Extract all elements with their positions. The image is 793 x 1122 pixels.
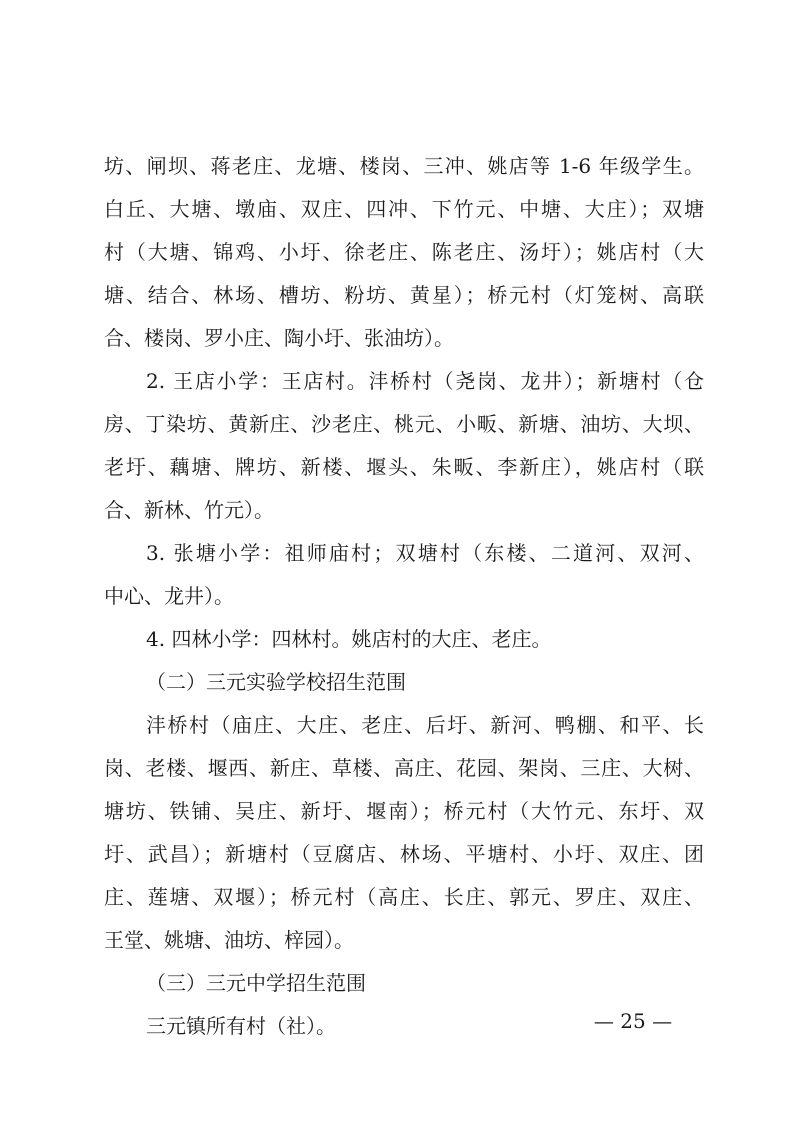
text-line: 白丘、大塘、墩庙、双庄、四冲、下竹元、中塘、大庄）；双塘 (104, 197, 704, 221)
text-line: 三元镇所有村（社）。 (146, 1014, 336, 1038)
text-line: 中心、龙井）。 (104, 584, 234, 608)
text-line: 2. 王店小学：王店村。沣桥村（尧岗、龙井）；新塘村（仓 (146, 369, 704, 393)
text-line: 圩、武昌）；新塘村（豆腐店、林场、平塘村、小圩、双庄、团 (104, 842, 704, 866)
page-number: — 25 — (593, 1009, 673, 1033)
text-line: 塘、结合、林场、槽坊、粉坊、黄星）；桥元村（灯笼树、高联 (104, 283, 704, 307)
text-line: 3. 张塘小学：祖师庙村；双塘村（东楼、二道河、双河、 (146, 541, 704, 565)
text-line: 王堂、姚塘、油坊、梓园）。 (104, 928, 354, 952)
text-line: 沣桥村（庙庄、大庄、老庄、后圩、新河、鸭棚、和平、长 (146, 713, 704, 737)
text-line: 合、新林、竹元）。 (104, 498, 274, 522)
text-line: 老圩、藕塘、牌坊、新楼、堰头、朱畈、李新庄），姚店村（联 (104, 455, 704, 479)
section-heading: （三）三元中学招生范围 (146, 971, 366, 995)
text-line: 坊、闸坝、蒋老庄、龙塘、楼岗、三冲、姚店等 1-6 年级学生。 (104, 154, 704, 178)
section-heading: （二）三元实验学校招生范围 (146, 670, 406, 694)
text-line: 房、丁染坊、黄新庄、沙老庄、桃元、小畈、新塘、油坊、大坝、 (104, 412, 704, 436)
text-line: 合、楼岗、罗小庄、陶小圩、张油坊）。 (104, 326, 454, 350)
text-line: 庄、莲塘、双堰）；桥元村（高庄、长庄、郭元、罗庄、双庄、 (104, 885, 704, 909)
text-line: 村（大塘、锦鸡、小圩、徐老庄、陈老庄、汤圩）；姚店村（大 (104, 240, 704, 264)
text-line: 岗、老楼、堰西、新庄、草楼、高庄、花园、架岗、三庄、大树、 (104, 756, 704, 780)
text-line: 塘坊、铁铺、吴庄、新圩、堰南）；桥元村（大竹元、东圩、双 (104, 799, 704, 823)
text-line: 4. 四林小学：四林村。姚店村的大庄、老庄。 (146, 627, 552, 651)
